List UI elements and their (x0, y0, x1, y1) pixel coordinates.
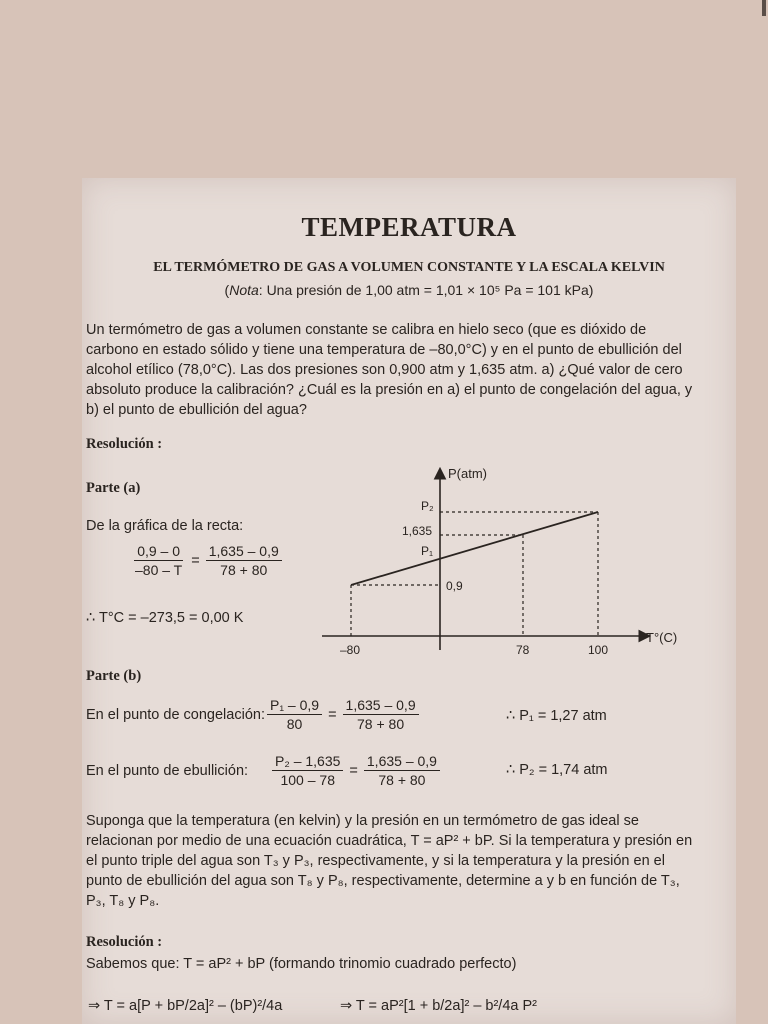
result-boiling: ∴ P₂ = 1,74 atm (506, 762, 608, 778)
section-subtitle: EL TERMÓMETRO DE GAS A VOLUMEN CONSTANTE Y LA ESCALA KELVIN (153, 260, 665, 275)
unit-note: (Nota: Una presión de 1,00 atm = 1,01 × 10⁵ Pa = 101 kPa) (224, 282, 594, 298)
fraction: $\frac{\text{P₂ – 1,635}}{100 - 78}$ (272, 752, 343, 789)
part-b-heading: Parte (b) (86, 668, 142, 684)
resolution-heading: Resolución : (86, 436, 163, 452)
book-page (82, 178, 736, 1024)
known-equation: Sabemos que: T = aP² + bP (formando trinomio cuadrado perfecto) (86, 956, 517, 972)
problem-2-statement: Suponga que la temperatura (en kelvin) y la presión en un termómetro de gas ideal se relacionan por medio de una ecuación cuadrática, T = aP² + bP. Si la temperatura y presión en el punto triple del agua son T₃ y P₃, respectivamente, y si la temperatura y la presión en el punto de ebullición del agua son T₈ y P₈, respectivamente, determine a y b en función de T₃, P₃, T₈ y P₈. (86, 813, 693, 909)
y-tick-1635: 1,635 (402, 524, 433, 538)
fraction: $\frac{1,635 - 0,9}{78 + 80}$ (206, 542, 282, 579)
fraction: $\frac{\text{P₁ – 0,9}}{80}$ (267, 696, 322, 733)
p1-label: P₁ (421, 544, 434, 558)
derivation-left: ⇒ T = a[P + bP/2a]² – (bP)²/4a (88, 998, 283, 1014)
problem-1-statement: Un termómetro de gas a volumen constante se calibra en hielo seco (que es dióxido de carbono en estado sólido y tiene una temperatura de –80,0°C) y en el punto de ebullición del alcohol etílico (78,0°C). Las dos presiones son 0,900 atm y 1,635 atm. a) ¿Qué valor de cero absoluto produce la calibración? ¿Cuál es la presión en a) el punto de congelación del agua, y b) el punto de ebullición del agua? (86, 322, 693, 418)
derivation-right: ⇒ T = aP²[1 + b/2a]² – b²/4a P² (340, 998, 537, 1014)
graph-intro-text: De la gráfica de la recta: (86, 518, 244, 534)
note-label: Nota (229, 282, 259, 298)
fraction: $\frac{1,635 - 0,9}{78 + 80}$ (343, 696, 419, 733)
part-a-heading: Parte (a) (86, 480, 141, 496)
edge-mark (762, 0, 766, 16)
page-title: TEMPERATURA (301, 212, 517, 242)
result-part-a: ∴ T°C = –273,5 = 0,00 K (86, 610, 244, 626)
pressure-temperature-graph (318, 460, 688, 660)
fraction: $\frac{1,635 - 0,9}{78 + 80}$ (364, 752, 440, 789)
y-tick-09: 0,9 (446, 579, 463, 593)
calibration-line (351, 512, 598, 585)
x-tick-100: 100 (588, 643, 609, 657)
x-tick-m80: –80 (340, 643, 361, 657)
boiling-label: En el punto de ebullición: (86, 762, 249, 779)
y-axis-label: P(atm) (448, 466, 487, 481)
x-tick-78: 78 (516, 643, 530, 657)
equation-freezing: En el punto de congelación: $\frac{\text{P₁ – 0,9}}{80}$ = $\frac{1,635 - 0,9}{78 + 80}$ (86, 696, 421, 733)
note-text: : Una presión de 1,00 atm = 1,01 × 10⁵ Pa = 101 kPa) (258, 282, 594, 298)
x-axis-label: T°(C) (646, 630, 678, 645)
freezing-label: En el punto de congelación: (86, 706, 265, 723)
fraction: $\frac{0,9 - 0}{-80 - T}$ (135, 543, 183, 578)
equation-part-a: $\frac{0,9 - 0}{-80 - T}$ = $\frac{1,635 - 0,9}{78 + 80}$ (130, 542, 284, 579)
p2-label: P₂ (421, 499, 434, 513)
result-freezing: ∴ P₁ = 1,27 atm (506, 708, 607, 724)
equation-boiling: En el punto de ebullición: $\frac{\text{P₂ – 1,635}}{100 - 78}$ = $\frac{1,635 - 0,9}{78 + 80}$ (86, 752, 442, 789)
resolution-heading-2: Resolución : (86, 934, 163, 950)
